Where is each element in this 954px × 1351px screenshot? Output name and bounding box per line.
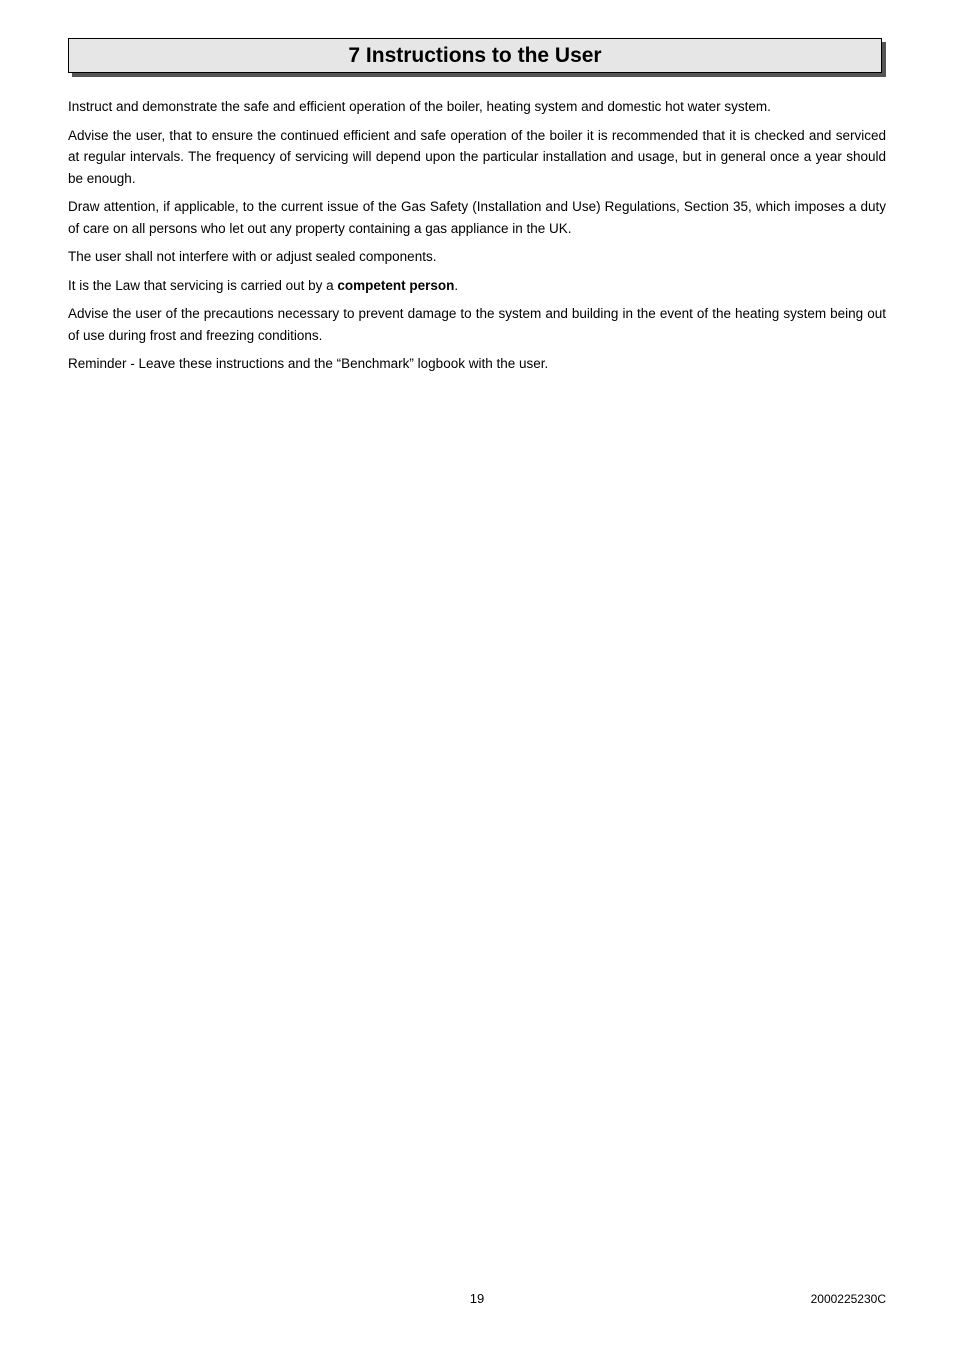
- document-code: 2000225230C: [810, 1292, 886, 1306]
- law-prefix: It is the Law that servicing is carried out by a: [68, 277, 338, 293]
- paragraph-demonstrate: Instruct and demonstrate the safe and efficient operation of the boiler, heating system and domestic hot water system.: [68, 99, 771, 114]
- paragraph-reminder: Reminder - Leave these instructions and the “Benchmark” logbook with the user.: [68, 356, 549, 371]
- law-suffix: .: [454, 277, 459, 293]
- paragraph-servicing: Advise the user, that to ensure the continued efficient and safe operation of the boiler it is recommended that it is checked and serviced at regular intervals. The frequency of servicing will depend upon the particular installation and usage, but in general once a year should be enough.: [68, 127, 886, 186]
- paragraph-gas-safety: Draw attention, if applicable, to the current issue of the Gas Safety (Installation and Use) Regulations, Section 35, which imposes a duty of care on all persons who let out any property containing a gas appliance in the UK.: [68, 199, 886, 236]
- instructions-body: [68, 96, 886, 382]
- page-title: 7 Instructions to the User: [348, 44, 602, 67]
- paragraph-frost-precautions: Advise the user of the precautions necessary to prevent damage to the system and building in the event of the heating system being out of use during frost and freezing conditions.: [68, 306, 886, 343]
- section-title-box: [68, 38, 882, 73]
- page-number: 19: [469, 1291, 485, 1306]
- paragraph-law: [68, 275, 886, 297]
- law-competent-person: competent person: [337, 277, 455, 293]
- paragraph-sealed-components: The user shall not interfere with or adjust sealed components.: [68, 249, 437, 264]
